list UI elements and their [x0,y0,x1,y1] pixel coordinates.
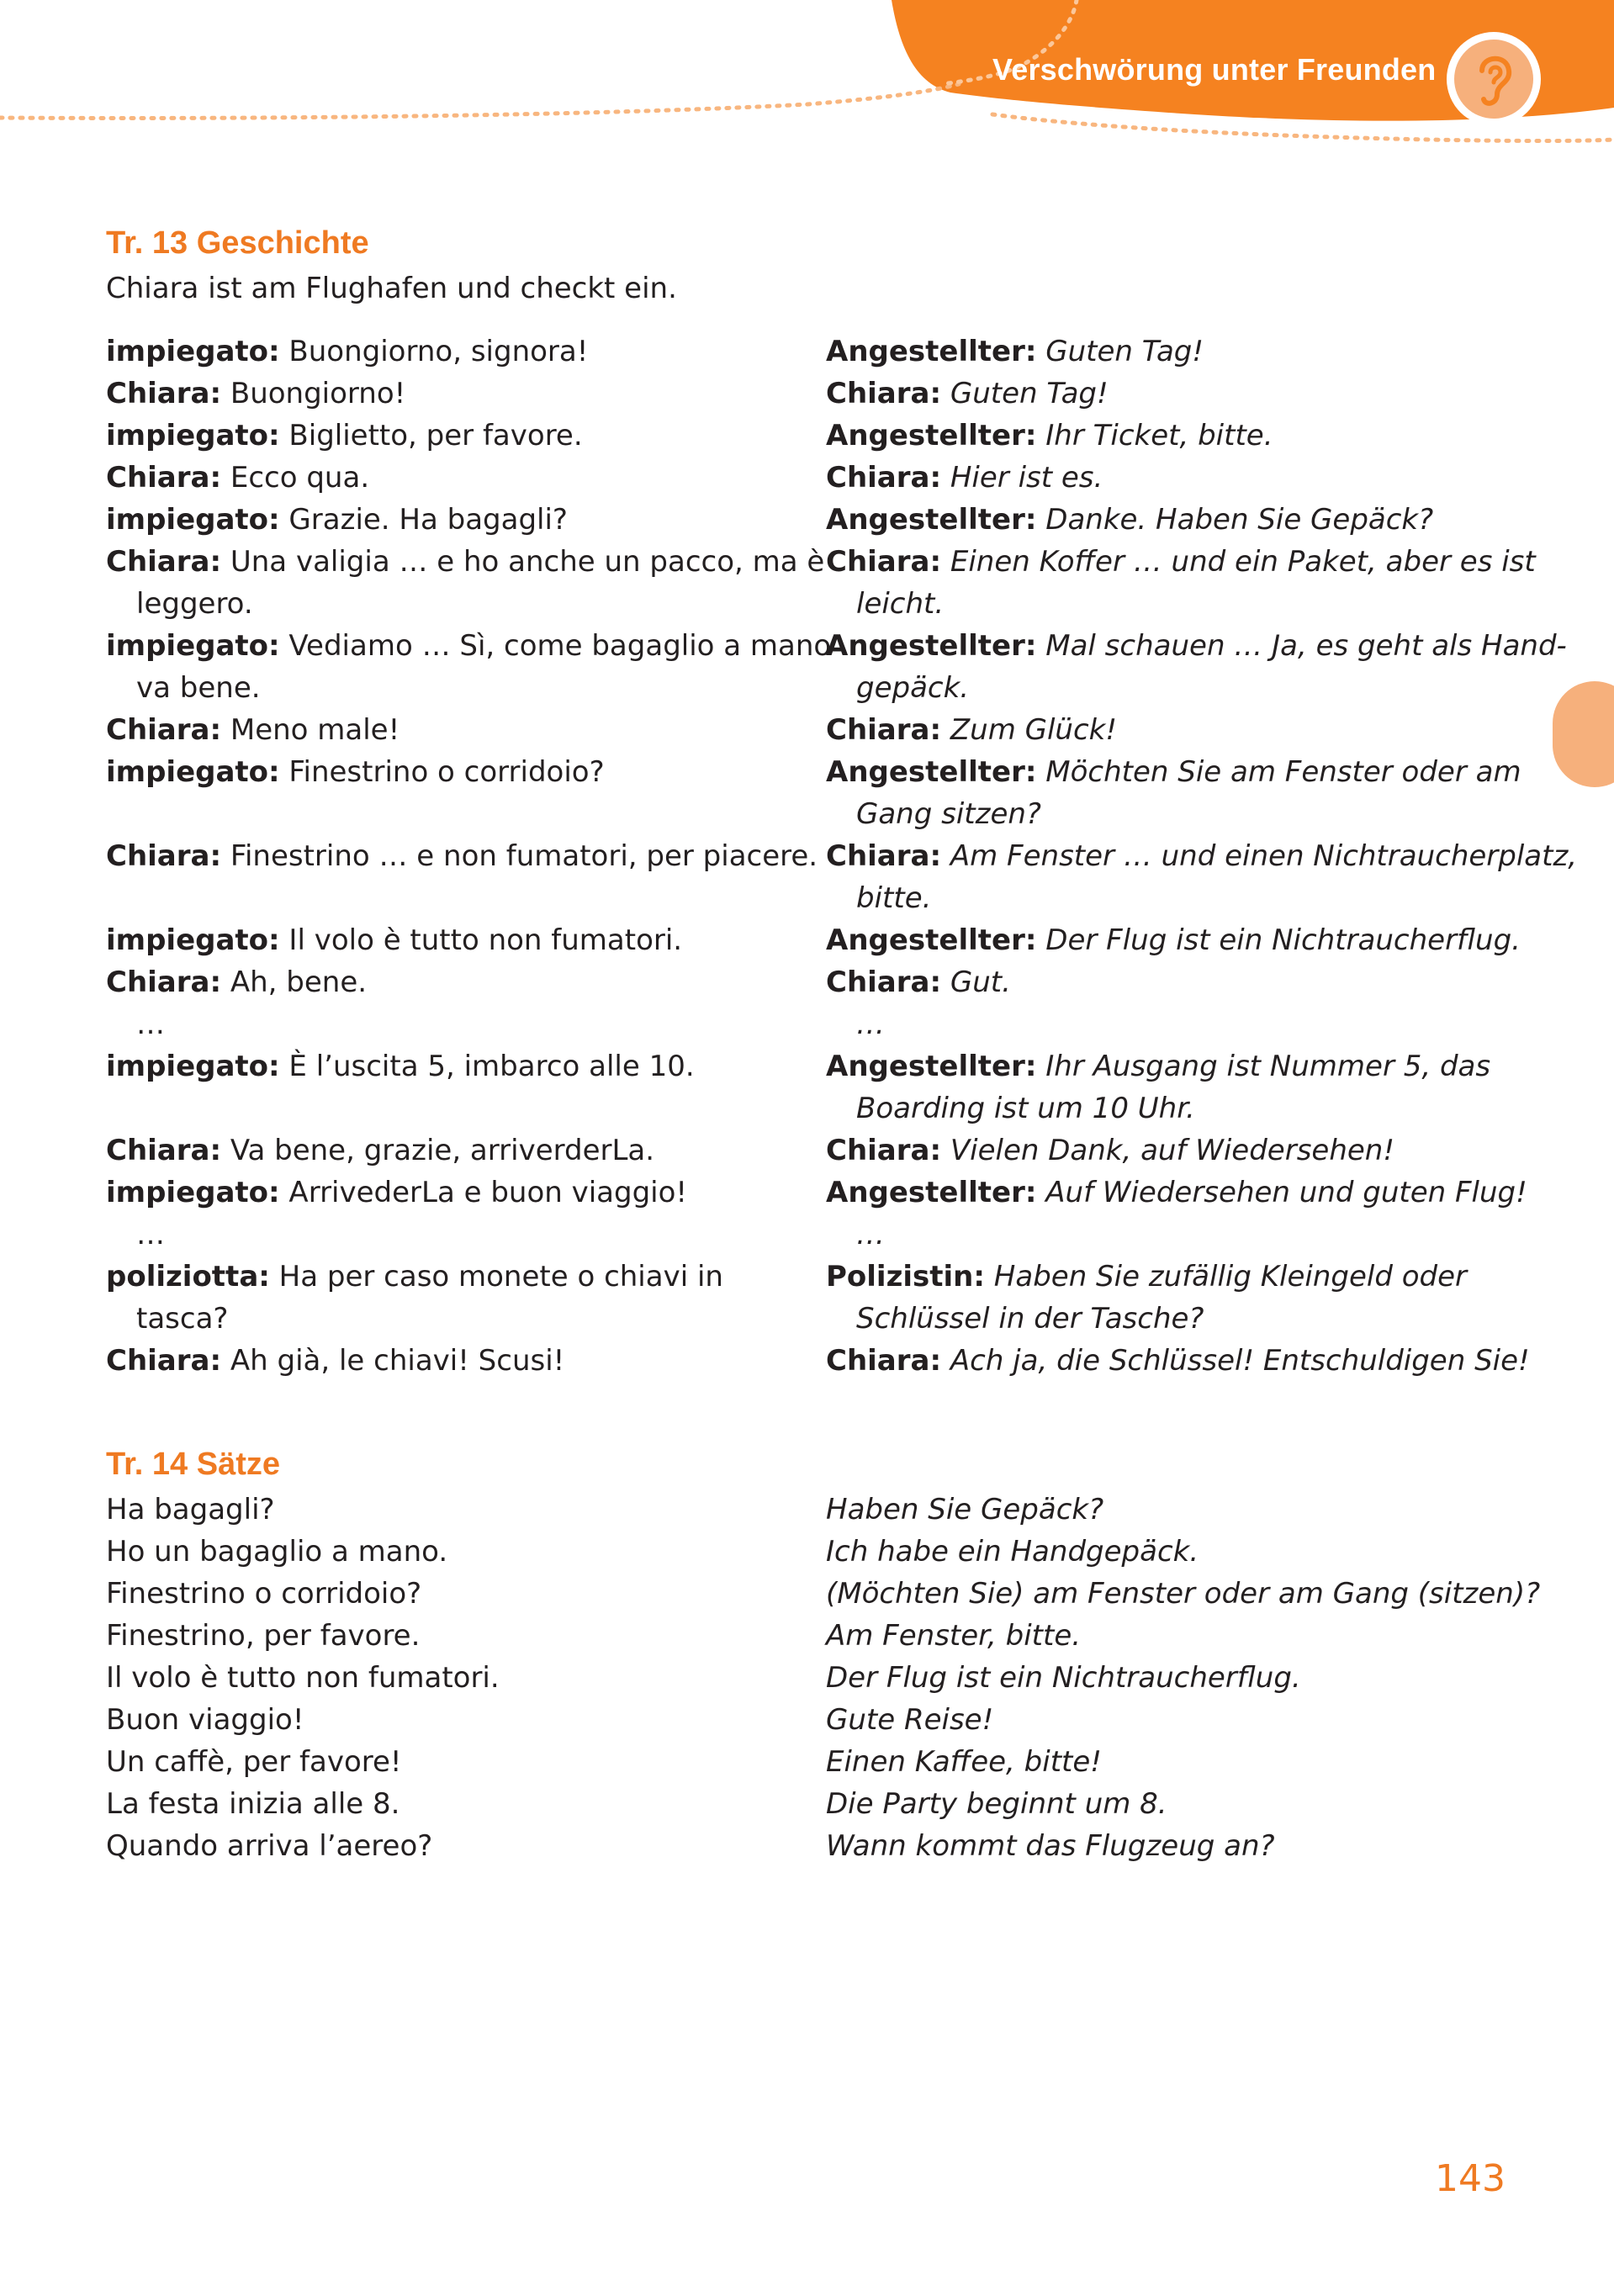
dialogue-text: … [136,1218,165,1251]
dialogue-text: Vielen Dank, auf Wiedersehen! [941,1134,1394,1167]
speaker-label: Chiara: [106,1344,222,1378]
dialogue-text: Vediamo … Sì, come bagaglio a mano [279,629,832,663]
speaker-label: Chiara: [106,839,222,873]
dialogue-text: gepäck. [856,671,970,705]
speaker-label: Angestellter: [826,923,1037,957]
dialogue-text: Ach ja, die Schlüssel! Entschuldigen Sie! [941,1344,1530,1378]
dialogue-text: Der Flug ist ein Nichtraucherflug. [1036,923,1521,957]
dialogue-line-it [106,331,588,373]
dialogue-line-de [826,499,1433,541]
dialogue-text: Ah già, le chiavi! Scusi! [221,1344,565,1378]
dialogue-line-it [106,961,367,1003]
page-number: 143 [1435,2157,1506,2200]
speaker-label: Chiara: [106,377,222,410]
dialogue-line-it [106,1045,695,1087]
dialogue-line-it [106,1129,654,1172]
side-tab-marker [1553,681,1614,787]
dialogue-line-it [106,541,824,583]
dialogue-line-de [826,835,1577,877]
speaker-label: Chiara: [826,545,942,579]
sentence-it: Ho un bagaglio a mano. [106,1535,448,1569]
dialogue-line-it [106,583,253,625]
dialogue-line-de [826,415,1273,457]
dialogue-text: Finestrino o corridoio? [279,755,605,789]
dialogue-line-de [826,793,1041,835]
dialogue-line-de [826,373,1109,415]
dialogue-line-it [106,457,369,499]
sentence-it: Ha bagagli? [106,1493,275,1526]
dialogue-text: Meno male! [221,713,400,747]
dialogue-text: ArrivederLa e buon viaggio! [279,1176,688,1209]
speaker-label: Chiara: [826,839,942,873]
dialogue-line-de [826,877,931,919]
dialogue-text: Am Fenster … und einen Nichtraucherplatz, [941,839,1578,873]
dialogue-text: tasca? [136,1302,229,1336]
dialogue-text: bitte. [856,881,932,915]
dialogue-line-it [106,1003,165,1045]
dialogue-text: leggero. [136,587,253,621]
dialogue-text: Danke. Haben Sie Gepäck? [1036,503,1434,537]
dialogue-text: Ah, bene. [221,965,368,999]
dialogue-line-de [826,331,1204,373]
speaker-label: Angestellter: [826,1050,1037,1083]
sentence-de: Wann kommt das Flugzeug an? [826,1829,1275,1863]
dialogue-text: Schlüssel in der Tasche? [856,1302,1204,1336]
dialogue-text: Va bene, grazie, arriverderLa. [221,1134,655,1167]
dialogue-text: È l’uscita 5, imbarco alle 10. [279,1050,695,1083]
dialogue-line-de [826,751,1521,793]
dialogue-line-de [826,541,1536,583]
dialogue-text: leicht. [856,587,945,621]
speaker-label: Angestellter: [826,1176,1037,1209]
sentence-it: Il volo è tutto non fumatori. [106,1661,500,1695]
dialogue-text: Ihr Ticket, bitte. [1036,419,1273,452]
sentence-it: Finestrino o corridoio? [106,1577,422,1611]
sentence-de: Gute Reise! [826,1703,994,1737]
speaker-label: Chiara: [106,461,222,495]
section-title-saetze: Tr. 14 Sätze [106,1447,281,1482]
dialogue-text: Buongiorno! [221,377,406,410]
speaker-label: Chiara: [106,1134,222,1167]
sentence-de: Ich habe ein Handgepäck. [826,1535,1199,1569]
dialogue-text: Möchten Sie am Fenster oder am [1036,755,1521,789]
header-title: Verschwörung unter Freunden [992,52,1437,87]
dialogue-text: … [136,1008,165,1041]
sentence-de: Der Flug ist ein Nichtraucherflug. [826,1661,1301,1695]
dialogue-line-de [826,709,1117,751]
dialogue-line-de [826,583,944,625]
dialogue-text: Biglietto, per favore. [279,419,583,452]
dialogue-line-it [106,835,818,877]
dialogue-line-de [826,457,1103,499]
dialogue-text: Auf Wiedersehen und guten Flug! [1036,1176,1527,1209]
speaker-label: Chiara: [826,1134,942,1167]
speaker-label: Chiara: [106,713,222,747]
dialogue-text: Hier ist es. [941,461,1103,495]
speaker-label: Chiara: [826,1344,942,1378]
dialogue-line-de [826,1340,1530,1382]
dialogue-line-de [826,1256,1467,1298]
dialogue-text: Ecco qua. [221,461,370,495]
dialogue-text: Una valigia … e ho anche un pacco, ma è [221,545,825,579]
dialogue-line-it [106,1214,165,1256]
dialogue-text: Haben Sie zufällig Kleingeld oder [984,1260,1468,1293]
dialogue-line-it [106,751,605,793]
speaker-label: Chiara: [826,377,942,410]
dialogue-line-de [826,667,969,709]
dialogue-line-de [826,1298,1204,1340]
dialogue-text: Einen Koffer … und ein Paket, aber es ist [941,545,1536,579]
speaker-label: Angestellter: [826,503,1037,537]
sentence-it: Finestrino, per favore. [106,1619,421,1653]
ear-icon [1445,30,1543,128]
speaker-label: Angestellter: [826,629,1037,663]
speaker-label: impiegato: [106,419,280,452]
dialogue-line-de [826,625,1567,667]
sentence-de: Am Fenster, bitte. [826,1619,1082,1653]
dialogue-text: Mal schauen … Ja, es geht als Hand- [1036,629,1567,663]
dialogue-line-it [106,625,831,667]
section-title-geschichte: Tr. 13 Geschichte [106,225,369,261]
sentence-it: Quando arriva l’aereo? [106,1829,433,1863]
dialogue-line-it [106,1172,687,1214]
dialogue-text: … [856,1008,885,1041]
dialogue-line-it [106,415,583,457]
dialogue-line-de [826,919,1521,961]
sentence-de: Haben Sie Gepäck? [826,1493,1104,1526]
speaker-label: Chiara: [106,545,222,579]
speaker-label: impiegato: [106,755,280,789]
dialogue-text: Gut. [941,965,1011,999]
dialogue-text: Finestrino … e non fumatori, per piacere. [221,839,818,873]
dialogue-line-de [826,1003,885,1045]
dialogue-line-it [106,667,261,709]
speaker-label: impiegato: [106,1050,280,1083]
speaker-label: impiegato: [106,923,280,957]
dialogue-line-de [826,1045,1490,1087]
sentence-it: La festa inizia alle 8. [106,1787,400,1821]
dialogue-line-it [106,1256,723,1298]
sentence-de: Einen Kaffee, bitte! [826,1745,1102,1779]
speaker-label: Angestellter: [826,419,1037,452]
dialogue-line-it [106,373,405,415]
dialogue-text: Guten Tag! [1036,335,1204,368]
speaker-label: Chiara: [106,965,222,999]
dialogue-text: Boarding ist um 10 Uhr. [856,1092,1195,1125]
dialogue-text: … [856,1218,885,1251]
dialogue-line-it [106,919,682,961]
dialogue-text: Zum Glück! [941,713,1117,747]
speaker-label: Chiara: [826,965,942,999]
speaker-label: Chiara: [826,461,942,495]
speaker-label: impiegato: [106,503,280,537]
dialogue-text: Grazie. Ha bagagli? [279,503,568,537]
dialogue-text: Guten Tag! [941,377,1109,410]
dialogue-text: Gang sitzen? [856,797,1041,831]
dialogue-line-it [106,709,400,751]
dialogue-line-de [826,1129,1394,1172]
sentence-de: Die Party beginnt um 8. [826,1787,1167,1821]
speaker-label: impiegato: [106,335,280,368]
dialogue-line-de [826,1172,1527,1214]
dialogue-text: Buongiorno, signora! [279,335,589,368]
dialogue-line-de [826,1087,1195,1129]
section-intro: Chiara ist am Flughafen und checkt ein. [106,272,677,305]
dialogue-text: Ihr Ausgang ist Nummer 5, das [1036,1050,1491,1083]
dialogue-text: Ha per caso monete o chiavi in [269,1260,723,1293]
dialogue-line-de [826,1214,885,1256]
speaker-label: Angestellter: [826,335,1037,368]
sentence-it: Un caffè, per favore! [106,1745,402,1779]
speaker-label: poliziotta: [106,1260,270,1293]
dialogue-text: Il volo è tutto non fumatori. [279,923,683,957]
dialogue-line-it [106,499,568,541]
sentence-it: Buon viaggio! [106,1703,304,1737]
speaker-label: Angestellter: [826,755,1037,789]
speaker-label: Chiara: [826,713,942,747]
speaker-label: Polizistin: [826,1260,985,1293]
dialogue-line-de [826,961,1011,1003]
dialogue-line-it [106,1298,228,1340]
sentence-de: (Möchten Sie) am Fenster oder am Gang (sitzen)? [826,1577,1541,1611]
dialogue-text: va bene. [136,671,261,705]
speaker-label: impiegato: [106,629,280,663]
speaker-label: impiegato: [106,1176,280,1209]
dialogue-line-it [106,1340,564,1382]
